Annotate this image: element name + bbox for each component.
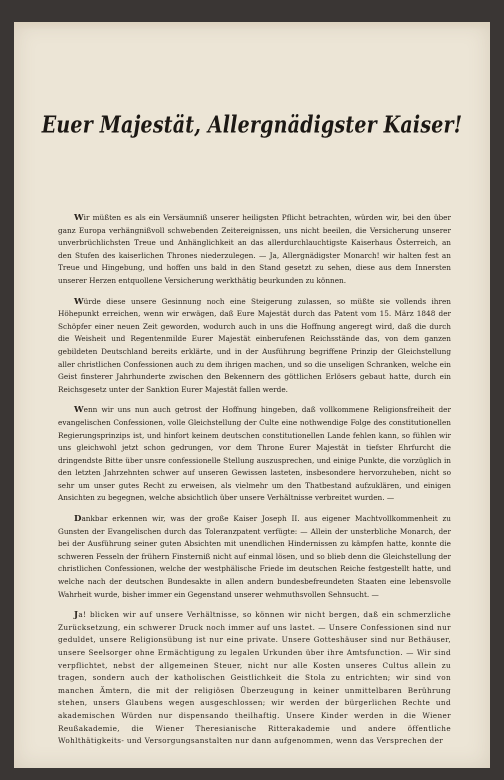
paragraph-text: a! blicken wir auf unsere Verhältnisse, so können wir nicht bergen, daß ein schmerzliche Zurücksetzung, ein schwerer Druck noch immer auf uns lastet. — Unsere Confessionen sind nur geduldet, unsere Religionsübung ist nur eine private. Unsere Gotteshäuser sind nur Bethäuser, unsere Seelsorger ohne Ermächtigung zu legalen Urkunden über ihre Amtsfunction. — Wir sind verpflichtet, nebst der allgemeinen Steuer, nicht nur alle Kosten unseres Cultus allein zu tragen, sondern auch der katholischen Geistlichkeit die Stola zu entrichten; wir sind von manchen Ämtern, die mit der religiösen Überzeugung in keiner unmittelbaren Berührung stehen, unsers Glaubens wegen ausgeschlossen; wir werden der bürgerlichen Rechte und akademischen Würden nur dispensando theilhaftig. Unsere Kinder werden in die Wiener Reußakademie, die Wiener Theresianische Ritterakademie und andere öffentliche Wohlthätigkeits- und Versorgungsanstalten nur dann aufgenommen, wenn das Versprechen der [58,610,451,746]
paragraph-initial: D [74,514,82,525]
paragraph-initial: W [74,213,84,223]
paragraph-text: ir müßten es als ein Versäumniß unserer heiligsten Pflicht betrachten, würden wir, bei den über ganz Europa verhängnißvoll schwebenden Zeitereignissen, uns nicht beeilen, die Versicherung unserer unverbrüchlichsten Treue und Anhänglichkeit an das allerdurchlauchtigste Kaiserhaus Österreich, an den Stufen des kaiserlichen Thrones niederzulegen. — Ja, Allergnädigster Monarch! wir halten fest an Treue und Hingebung, und hoffen uns bald in den Stand gesetzt zu sehen, diese aus dem Innersten unserer Herzen entquollene Versicherung werkthätig beurkunden zu können. [58,213,451,285]
paragraph-text: ürde diese unsere Gesinnung noch eine Steigerung zulassen, so müßte sie vollends ihren Höhepunkt erreichen, wenn wir erwägen, daß Eure Majestät durch das Patent vom 15. März 1848 der Schöpfer einer neuen Zeit geworden, wodurch auch in uns die Hoffnung angeregt wird, daß die durch die Weisheit und Regentenmilde Eurer Majestät einberufenen Reichsstände das, von dem ganzen gebildeten Deutschland bereits erklärte, und in der Ausführung begriffene Prinzip der Gleichstellung aller christlichen Confessionen auch zu dem ihrigen machen, und so die unseligen Schranken, welche ein Geist finsterer Jahrhunderte zwischen den Bekennern des göttlichen Erlösers gebaut hatte, durch ein Reichsgesetz unter der Sanktion Eurer Majestät fallen werde. [58,296,451,394]
paragraph-text: ankbar erkennen wir, was der große Kaiser Joseph II. aus eigener Machtvollkommenheit zu Gunsten der Evangelischen durch das Toleranzpatent verfügte: — Allein der unsterbliche Monarch, der bei der Ausführung seiner guten Absichten mit unendlichen Hindernissen zu kämpfen hatte, konnte die schweren Fesseln der frühern Finsterniß nicht auf einmal lösen, und so blieb denn die Gleichstellung der christlichen Confessionen, welche der westphälische Friede im deutschen Reiche festgestellt hatte, und welche nach der deutschen Bundesakte in allen andern bundesbefreundeten Staaten eine lebensvolle Wahrheit wurde, bisher immer ein Gegenstand unserer wehmuthsvollen Sehnsucht. — [58,514,451,599]
document-body [58,212,451,748]
paragraph-initial: W [74,405,84,416]
paragraph-1 [58,212,451,288]
document-page [14,22,490,768]
paragraph-4 [58,513,451,601]
paragraph-text: enn wir uns nun auch getrost der Hoffnung hingeben, daß vollkommene Religionsfreiheit der evangelischen Confessionen, volle Gleichstellung der Culte eine nothwendige Folge des constitutionellen Regierungsprinzips ist, und hinfort keinem deutschen constitutionellen Lande fehlen kann, so fühlen wir uns gleichwohl jetzt schon gedrungen, vor dem Throne Eurer Majestät in tiefster Ehrfurcht die dringendste Bitte über unsre confessionelle Stellung auszusprechen, und einige Punkte, die vorzüglich in den letzten Jahrzehnten schwer auf unseren Gewissen lasteten, insbesondere hervorzuheben, nicht so sehr um unser gutes Recht zu erweisen, als vielmehr um den Thatbestand aufzuklären, und einigen Ansichten zu begegnen, welche absichtlich über unsere Verhältnisse verbreitet wurden. — [58,405,451,503]
paragraph-initial: J [74,610,79,621]
paragraph-5 [58,609,451,748]
paragraph-2 [58,296,451,397]
document-title: Euer Majestät, Allergnädigster Kaiser! [41,111,463,139]
paragraph-3 [58,404,451,505]
paragraph-initial: W [74,296,84,307]
